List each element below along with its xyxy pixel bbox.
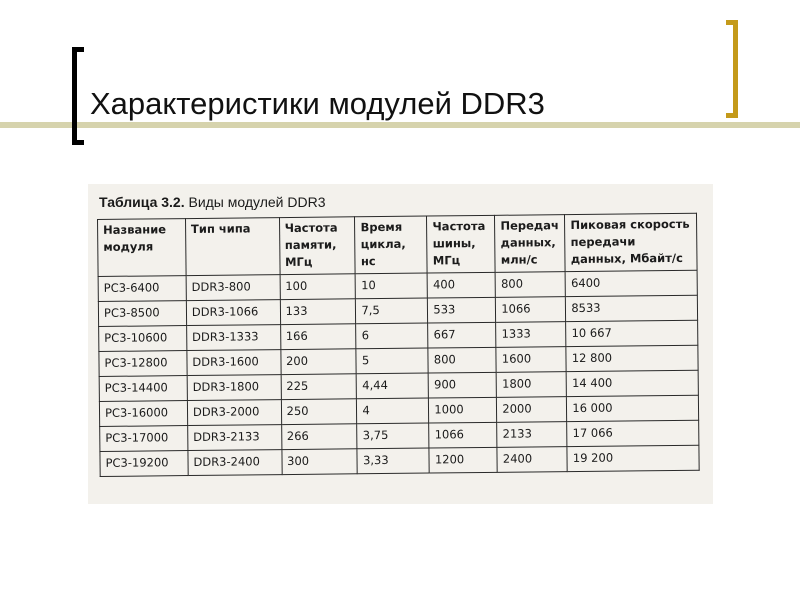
cell-chip-type: DDR3-800 bbox=[186, 275, 280, 301]
table-row bbox=[100, 445, 699, 476]
cell-cycle-time: 3,33 bbox=[357, 448, 429, 474]
table-caption bbox=[99, 194, 705, 210]
cell-peak-rate: 14 400 bbox=[566, 370, 698, 396]
cell-transfers: 1800 bbox=[496, 372, 566, 398]
cell-module-name: PC3-6400 bbox=[98, 276, 186, 302]
cell-memory-frequency: 166 bbox=[280, 324, 356, 350]
cell-memory-frequency: 300 bbox=[282, 449, 358, 475]
cell-memory-frequency: 225 bbox=[281, 374, 357, 400]
cell-chip-type: DDR3-1800 bbox=[187, 375, 281, 401]
cell-cycle-time: 4 bbox=[357, 398, 429, 424]
cell-chip-type: DDR3-1333 bbox=[187, 325, 281, 351]
table-header-row bbox=[98, 213, 698, 276]
cell-bus-frequency: 667 bbox=[428, 322, 496, 348]
cell-transfers: 2133 bbox=[497, 422, 567, 448]
cell-transfers: 800 bbox=[495, 272, 565, 298]
cell-cycle-time: 10 bbox=[356, 273, 428, 299]
header-peak-rate: Пиковая скорость передачи данных, Мбайт/с bbox=[565, 213, 697, 271]
header-bus-frequency: Частота шины, МГц bbox=[427, 215, 496, 273]
cell-memory-frequency: 200 bbox=[280, 349, 356, 375]
cell-module-name: PC3-19200 bbox=[100, 451, 188, 477]
left-bracket-decoration bbox=[72, 47, 84, 145]
slide-title: Характеристики модулей DDR3 bbox=[90, 86, 545, 121]
cell-cycle-time: 6 bbox=[356, 323, 428, 349]
cell-transfers: 2400 bbox=[497, 447, 567, 473]
ddr3-modules-table bbox=[97, 213, 700, 477]
cell-bus-frequency: 1200 bbox=[429, 447, 497, 473]
cell-memory-frequency: 266 bbox=[281, 424, 357, 450]
cell-peak-rate: 16 000 bbox=[567, 395, 699, 421]
cell-peak-rate: 8533 bbox=[566, 295, 698, 321]
cell-peak-rate: 19 200 bbox=[567, 445, 699, 471]
header-cycle-time: Время цикла, нс bbox=[355, 216, 427, 274]
cell-bus-frequency: 1000 bbox=[429, 397, 497, 423]
cell-peak-rate: 10 667 bbox=[566, 320, 698, 346]
cell-bus-frequency: 1066 bbox=[429, 422, 497, 448]
table-caption-text: Виды модулей DDR3 bbox=[188, 194, 326, 210]
scanned-table-image bbox=[88, 184, 713, 504]
header-transfers: Передач данных, млн/с bbox=[495, 215, 566, 273]
header-chip-type: Тип чипа bbox=[185, 218, 279, 276]
cell-memory-frequency: 133 bbox=[280, 299, 356, 325]
cell-peak-rate: 12 800 bbox=[566, 345, 698, 371]
cell-bus-frequency: 800 bbox=[428, 347, 496, 373]
right-bracket-decoration bbox=[726, 20, 738, 118]
cell-transfers: 1066 bbox=[496, 297, 566, 323]
cell-cycle-time: 3,75 bbox=[357, 423, 429, 449]
cell-transfers: 2000 bbox=[497, 397, 567, 423]
cell-peak-rate: 6400 bbox=[565, 270, 697, 296]
cell-module-name: PC3-17000 bbox=[100, 426, 188, 452]
cell-cycle-time: 4,44 bbox=[357, 373, 429, 399]
cell-transfers: 1600 bbox=[496, 347, 566, 373]
cell-memory-frequency: 250 bbox=[281, 399, 357, 425]
cell-transfers: 1333 bbox=[496, 322, 566, 348]
header-module-name: Название модуля bbox=[98, 219, 186, 277]
cell-chip-type: DDR3-2133 bbox=[188, 425, 282, 451]
cell-memory-frequency: 100 bbox=[280, 274, 356, 300]
cell-bus-frequency: 533 bbox=[428, 297, 496, 323]
header-memory-frequency: Частота памяти, МГц bbox=[279, 217, 355, 275]
title-underline-band bbox=[0, 122, 800, 128]
cell-module-name: PC3-8500 bbox=[98, 301, 186, 327]
cell-cycle-time: 7,5 bbox=[356, 298, 428, 324]
cell-module-name: PC3-14400 bbox=[99, 376, 187, 402]
cell-module-name: PC3-10600 bbox=[99, 326, 187, 352]
table-body bbox=[98, 270, 699, 476]
cell-chip-type: DDR3-2400 bbox=[188, 450, 282, 476]
cell-peak-rate: 17 066 bbox=[567, 420, 699, 446]
cell-cycle-time: 5 bbox=[356, 348, 428, 374]
cell-bus-frequency: 900 bbox=[429, 372, 497, 398]
cell-chip-type: DDR3-1066 bbox=[186, 300, 280, 326]
table-caption-number: Таблица 3.2. bbox=[99, 194, 185, 210]
cell-chip-type: DDR3-2000 bbox=[187, 400, 281, 426]
cell-module-name: PC3-16000 bbox=[99, 401, 187, 427]
cell-bus-frequency: 400 bbox=[427, 272, 495, 298]
cell-chip-type: DDR3-1600 bbox=[187, 350, 281, 376]
cell-module-name: PC3-12800 bbox=[99, 351, 187, 377]
